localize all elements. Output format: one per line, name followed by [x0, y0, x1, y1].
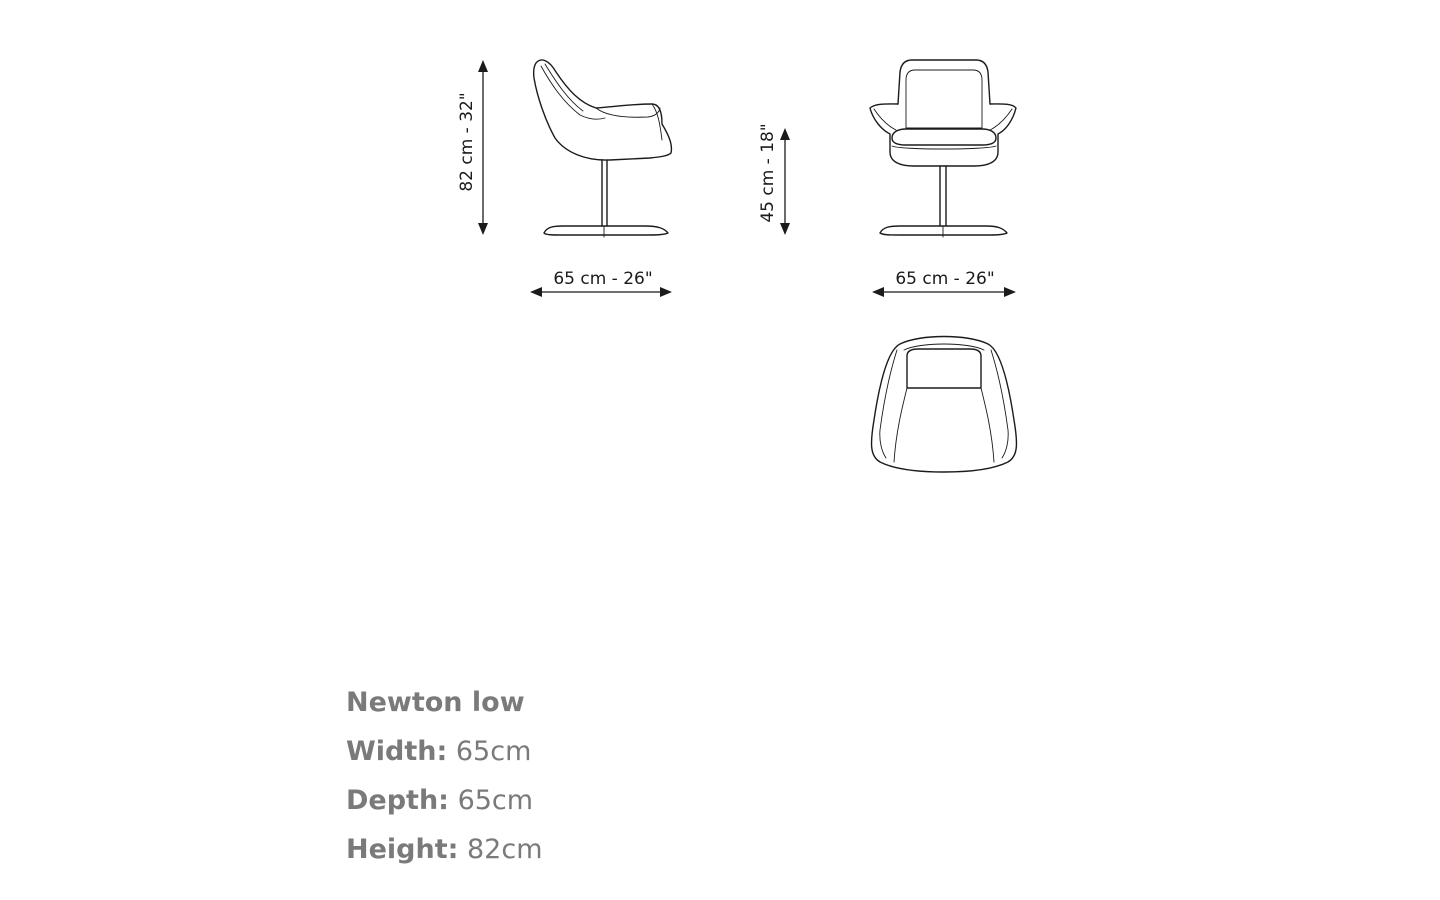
depth-spec [346, 776, 543, 825]
seat-height-dimension [758, 123, 790, 235]
width-spec [346, 727, 543, 776]
chair-top-view [872, 337, 1017, 473]
chair-front-view [870, 60, 1016, 237]
chair-side-view [534, 60, 672, 237]
product-specs [346, 678, 543, 874]
height-dimension-side [457, 60, 488, 235]
seat-height-label: 45 cm - 18" [758, 123, 778, 223]
width-label: Width: [346, 736, 448, 767]
depth-dimension-side [530, 269, 672, 297]
height-value: 82cm [458, 834, 543, 865]
width-value: 65cm [447, 736, 532, 767]
front-width-label: 65 cm - 26" [895, 269, 995, 289]
height-label: Height: [346, 834, 459, 865]
side-height-label: 82 cm - 32" [457, 92, 477, 192]
depth-label: Depth: [346, 785, 449, 816]
depth-value: 65cm [448, 785, 534, 816]
width-dimension-front [872, 269, 1016, 297]
side-depth-label: 65 cm - 26" [553, 269, 653, 289]
product-name: Newton low [346, 687, 525, 718]
height-spec [346, 825, 543, 874]
